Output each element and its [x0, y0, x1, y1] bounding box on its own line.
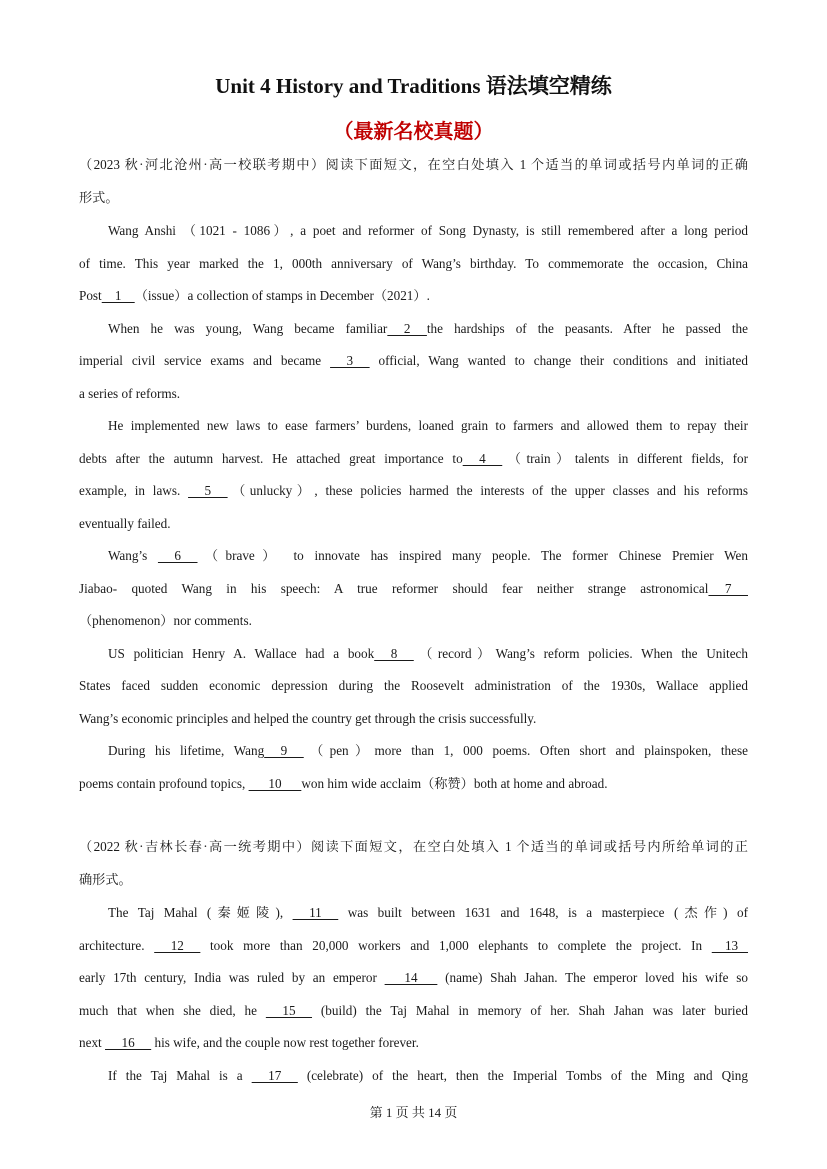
line-text: architecture.: [79, 938, 155, 953]
answer-blank[interactable]: 7: [708, 581, 748, 596]
line-text: Wang’s economic principles and helped the country get through the crisis successfully.: [79, 711, 537, 726]
passage-2-source-cont: 确形式。: [79, 872, 132, 887]
line-text: poems contain profound topics,: [79, 776, 249, 791]
line-text: Wang’s: [108, 548, 158, 563]
line-text: When he was young, Wang became familiar: [108, 321, 388, 336]
passage1-line: [79, 449, 748, 469]
passage2-line: [79, 1001, 748, 1021]
line-text: States faced sudden economic depression during the Roosevelt administration of the 1930s, Wallace applied: [79, 678, 748, 693]
line-text: was built between 1631 and 1648, is a masterpiece (杰作) of: [338, 905, 748, 920]
line-text: official, Wang wanted to change their conditions and initiated: [369, 353, 749, 368]
answer-blank[interactable]: 1: [101, 288, 135, 303]
page-title: Unit 4 History and Traditions 语法填空精练: [215, 74, 612, 98]
line-text: US politician Henry A. Wallace had a book: [108, 646, 375, 661]
line-text: （train）talents in different fields, for: [502, 451, 748, 466]
passage-1-source: （2023 秋·河北沧州·高一校联考期中）阅读下面短文，在空白处填入 1 个适当的单词或括号内单词的正确: [79, 157, 748, 172]
passage2-line: [79, 936, 748, 956]
line-text: the hardships of the peasants. After he passed the: [426, 321, 748, 336]
answer-blank[interactable]: 10: [248, 776, 302, 791]
answer-blank[interactable]: 11: [292, 905, 339, 920]
answer-blank[interactable]: 14: [384, 970, 438, 985]
line-text: took more than 20,000 workers and 1,000 elephants to complete the project. In: [200, 938, 712, 953]
answer-blank[interactable]: 5: [188, 483, 228, 498]
line-text: eventually failed.: [79, 516, 171, 531]
answer-blank[interactable]: 6: [157, 548, 198, 563]
answer-blank[interactable]: 4: [462, 451, 503, 466]
page-footer: [0, 1102, 827, 1121]
line-text: example, in laws.: [79, 483, 189, 498]
line-text: of time. This year marked the 1, 000th anniversary of Wang’s birthday. To commemorate the occasion, China: [79, 256, 748, 271]
line-text: imperial civil service exams and became: [79, 353, 331, 368]
passage-2-source: （2022 秋·吉林长春·高一统考期中）阅读下面短文，在空白处填入 1 个适当的单词或括号内所给单词的正: [79, 839, 748, 854]
line-text: If the Taj Mahal is a: [108, 1068, 252, 1083]
line-text: （unlucky）, these policies harmed the interests of the upper classes and his reforms: [227, 483, 748, 498]
line-text: (build) the Taj Mahal in memory of her. Shah Jahan was later buried: [312, 1003, 748, 1018]
line-text: He implemented new laws to ease farmers’ burdens, loaned grain to farmers and allowed them to repay their: [108, 418, 748, 433]
line-text: Jiabao- quoted Wang in his speech: A true reformer should fear neither strange astronomical: [79, 581, 709, 596]
passage1-line: [108, 416, 748, 436]
passage2-line: [108, 903, 748, 923]
line-text: Wang Anshi （1021 - 1086）, a poet and reformer of Song Dynasty, is still remembered after a long period: [108, 223, 748, 238]
line-text: debts after the autumn harvest. He attached great importance to: [79, 451, 463, 466]
answer-blank[interactable]: 15: [265, 1003, 313, 1018]
line-text: early 17th century, India was ruled by an emperor: [79, 970, 385, 985]
passage1-line: [108, 319, 748, 339]
passage1-line: [79, 481, 748, 501]
passage1-line: [79, 384, 748, 404]
answer-blank[interactable]: 8: [374, 646, 414, 661]
passage1-line: [108, 644, 748, 664]
line-text: next: [79, 1035, 106, 1050]
line-text: （brave） to innovate has inspired many people. The former Chinese Premier Wen: [197, 548, 748, 563]
line-text: （phenomenon）nor comments.: [79, 613, 252, 628]
answer-blank[interactable]: 16: [105, 1035, 152, 1050]
line-text: his wife, and the couple now rest together forever.: [151, 1035, 419, 1050]
line-text: During his lifetime, Wang: [108, 743, 265, 758]
line-text: a series of reforms.: [79, 386, 181, 401]
passage1-line: [108, 546, 748, 566]
passage1-line: [79, 514, 748, 534]
passage2-line: [79, 968, 748, 988]
passage-1-source-cont: 形式。: [79, 190, 119, 205]
passage1-line: [108, 221, 748, 241]
passage1-line: [79, 676, 748, 696]
passage1-line: [79, 774, 748, 794]
answer-blank[interactable]: 9: [264, 743, 304, 758]
passage1-line: [79, 286, 748, 306]
passage1-line: [79, 351, 748, 371]
line-text: (celebrate) of the heart, then the Imperial Tombs of the Ming and Qing: [297, 1068, 748, 1083]
page-subtitle: （最新名校真题）: [333, 121, 494, 143]
line-text: Post: [79, 288, 102, 303]
passage1-line: [79, 709, 748, 729]
page-number: 第 1 页 共 14 页: [369, 1105, 458, 1120]
answer-blank[interactable]: 3: [330, 353, 370, 368]
passage1-line: [79, 611, 748, 631]
passage1-line: [79, 254, 748, 274]
answer-blank[interactable]: 12: [154, 938, 201, 953]
line-text: much that when she died, he: [79, 1003, 266, 1018]
line-text: (name) Shah Jahan. The emperor loved his wife so: [437, 970, 748, 985]
answer-blank[interactable]: 17: [251, 1068, 298, 1083]
passage2-line: [108, 1066, 748, 1086]
passage1-line: [79, 579, 748, 599]
passage1-line: [108, 741, 748, 761]
line-text: The Taj Mahal (秦姬陵),: [108, 905, 293, 920]
answer-blank[interactable]: 2: [387, 321, 427, 336]
passage2-line: [79, 1033, 748, 1053]
answer-blank[interactable]: 13: [711, 938, 749, 953]
line-text: （record）Wang’s reform policies. When the Unitech: [413, 646, 749, 661]
line-text: （pen）more than 1, 000 poems. Often short and plainspoken, these: [303, 743, 748, 758]
line-text: （issue）a collection of stamps in December（2021）.: [134, 288, 430, 303]
line-text: won him wide acclaim（称赞）both at home and abroad.: [301, 776, 608, 791]
